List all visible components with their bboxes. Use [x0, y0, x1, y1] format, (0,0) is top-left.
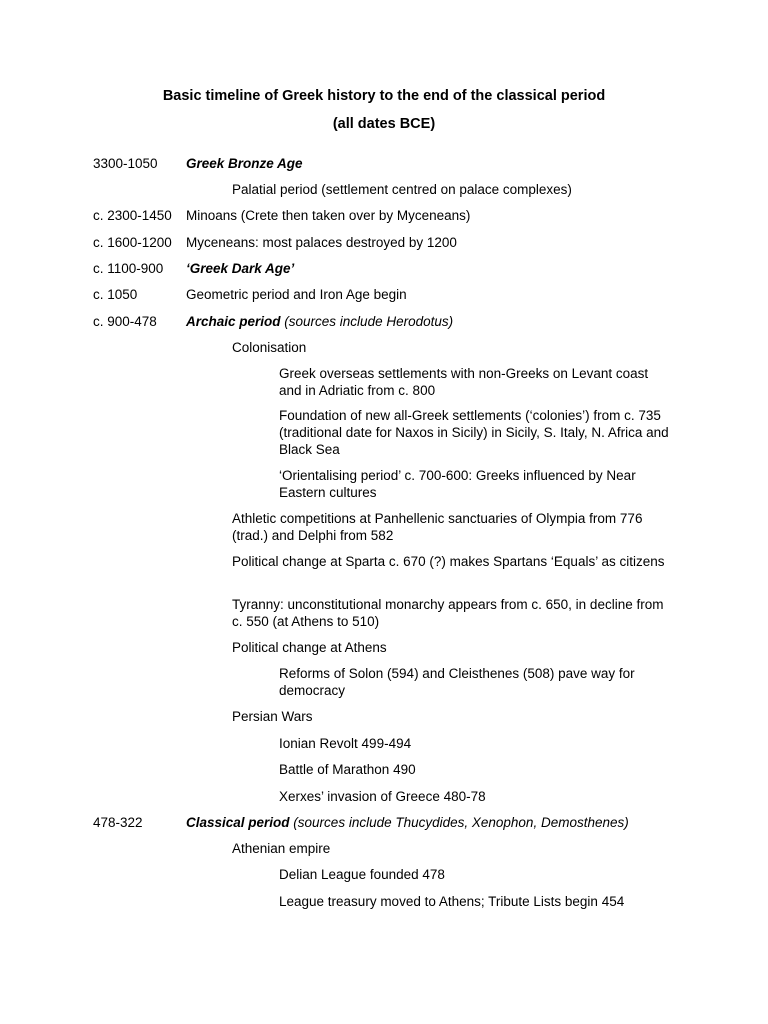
entry-text: Greek overseas settlements with non-Greeks on Levant coast and in Adriatic from c. 800: [279, 366, 649, 398]
period-heading: Classical period: [186, 815, 290, 830]
entry-text: Reforms of Solon (594) and Cleisthenes (508) pave way for democracy: [279, 666, 635, 698]
entry-date: c. 1100-900: [93, 261, 164, 276]
entry-text: Political change at Athens: [232, 640, 387, 655]
document-subtitle: (all dates BCE): [332, 116, 436, 132]
entry-date: c. 900-478: [93, 314, 157, 329]
entry-text: Tyranny: unconstitutional monarchy appears from c. 650, in decline from c. 550 (at Athens to 510): [232, 597, 664, 629]
entry-text: Delian League founded 478: [279, 867, 445, 882]
entry-date: c. 1050: [93, 287, 138, 302]
entry-text: Xerxes’ invasion of Greece 480-78: [279, 789, 486, 804]
entry-text: Ionian Revolt 499-494: [279, 736, 412, 751]
period-heading: Archaic period: [186, 314, 281, 329]
entry-date: 478-322: [93, 815, 143, 830]
entry-text: League treasury moved to Athens; Tribute Lists begin 454: [279, 894, 625, 909]
period-sources-note: (sources include Thucydides, Xenophon, Demosthenes): [289, 815, 629, 830]
entry-text: Myceneans: most palaces destroyed by 1200: [186, 235, 457, 250]
period-heading-line: [186, 814, 666, 831]
entry-text: Geometric period and Iron Age begin: [186, 287, 407, 302]
entry-text: Colonisation: [232, 340, 307, 355]
entry-text: Battle of Marathon 490: [279, 762, 416, 777]
entry-text: Persian Wars: [232, 709, 313, 724]
entry-text: Athletic competitions at Panhellenic sanctuaries of Olympia from 776 (trad.) and Delphi from 582: [232, 511, 643, 543]
entry-text: Athenian empire: [232, 841, 331, 856]
period-heading-line: [186, 313, 666, 330]
entry-text: Foundation of new all-Greek settlements (‘colonies’) from c. 735 (traditional date for Naxos in Sicily) in Sicily, S. Italy, N. Africa and Black Sea: [279, 408, 669, 457]
period-heading: ‘Greek Dark Age’: [186, 261, 295, 276]
period-sources-note: (sources include Herodotus): [280, 314, 454, 329]
entry-text: Palatial period (settlement centred on palace complexes): [232, 182, 572, 197]
entry-text: Minoans (Crete then taken over by Myceneans): [186, 208, 471, 223]
entry-date: 3300-1050: [93, 156, 158, 171]
entry-date: c. 1600-1200: [93, 235, 172, 250]
entry-date: c. 2300-1450: [93, 208, 172, 223]
entry-text: Political change at Sparta c. 670 (?) makes Spartans ‘Equals’ as citizens: [232, 554, 665, 569]
document-title: Basic timeline of Greek history to the end of the classical period: [162, 88, 606, 104]
entry-text: ‘Orientalising period’ c. 700-600: Greeks influenced by Near Eastern cultures: [279, 468, 636, 500]
period-heading: Greek Bronze Age: [186, 156, 303, 171]
